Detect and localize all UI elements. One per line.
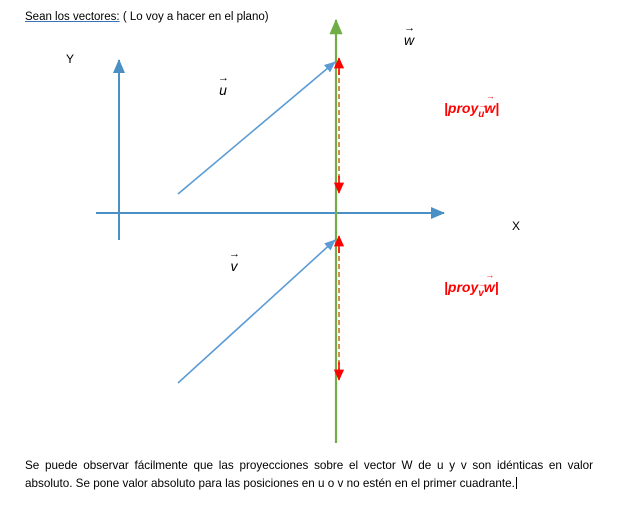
header-parenthetical: ( Lo voy a hacer en el plano)	[122, 11, 269, 23]
projection-u-vector: w →	[484, 100, 495, 116]
projection-v-suffix: |	[494, 279, 499, 295]
projection-v-label	[444, 279, 499, 299]
projection-v-prefix: |proy	[444, 279, 479, 295]
footer-paragraph: Se puede observar fácilmente que las proyecciones sobre el vector W de u y v son idénticas en valor absoluto. Se pone valor absoluto para las posiciones en u o v no estén en el primer cuadrante.	[25, 459, 593, 490]
y-axis-label: Y	[66, 52, 75, 66]
projection-v-vector: w →	[484, 279, 495, 295]
projection-v-subscript: $_v$ →	[478, 288, 484, 299]
projection-u-suffix: |	[495, 100, 500, 116]
vector-v	[178, 240, 335, 383]
vector-w-label	[404, 22, 415, 48]
header-prefix: Sean los vectores:	[25, 11, 120, 23]
text-cursor	[516, 477, 517, 489]
vector-v-letter: v	[230, 258, 238, 274]
vector-w-arrow-glyph: →	[404, 22, 415, 34]
vector-u-label	[218, 72, 228, 98]
vector-v-arrow-glyph: →	[229, 248, 239, 260]
projection-u-subscript: $_u$ →	[478, 109, 484, 120]
vector-w-letter: w	[404, 32, 415, 48]
footer-text	[25, 457, 593, 493]
vector-u	[178, 62, 335, 194]
projection-u-prefix: |proy	[444, 100, 479, 116]
projection-u-label	[444, 100, 499, 120]
x-axis-label: X	[512, 219, 521, 233]
vector-v-label	[229, 248, 239, 274]
vector-u-arrow-glyph: →	[218, 72, 228, 84]
vector-u-letter: u	[219, 82, 227, 98]
